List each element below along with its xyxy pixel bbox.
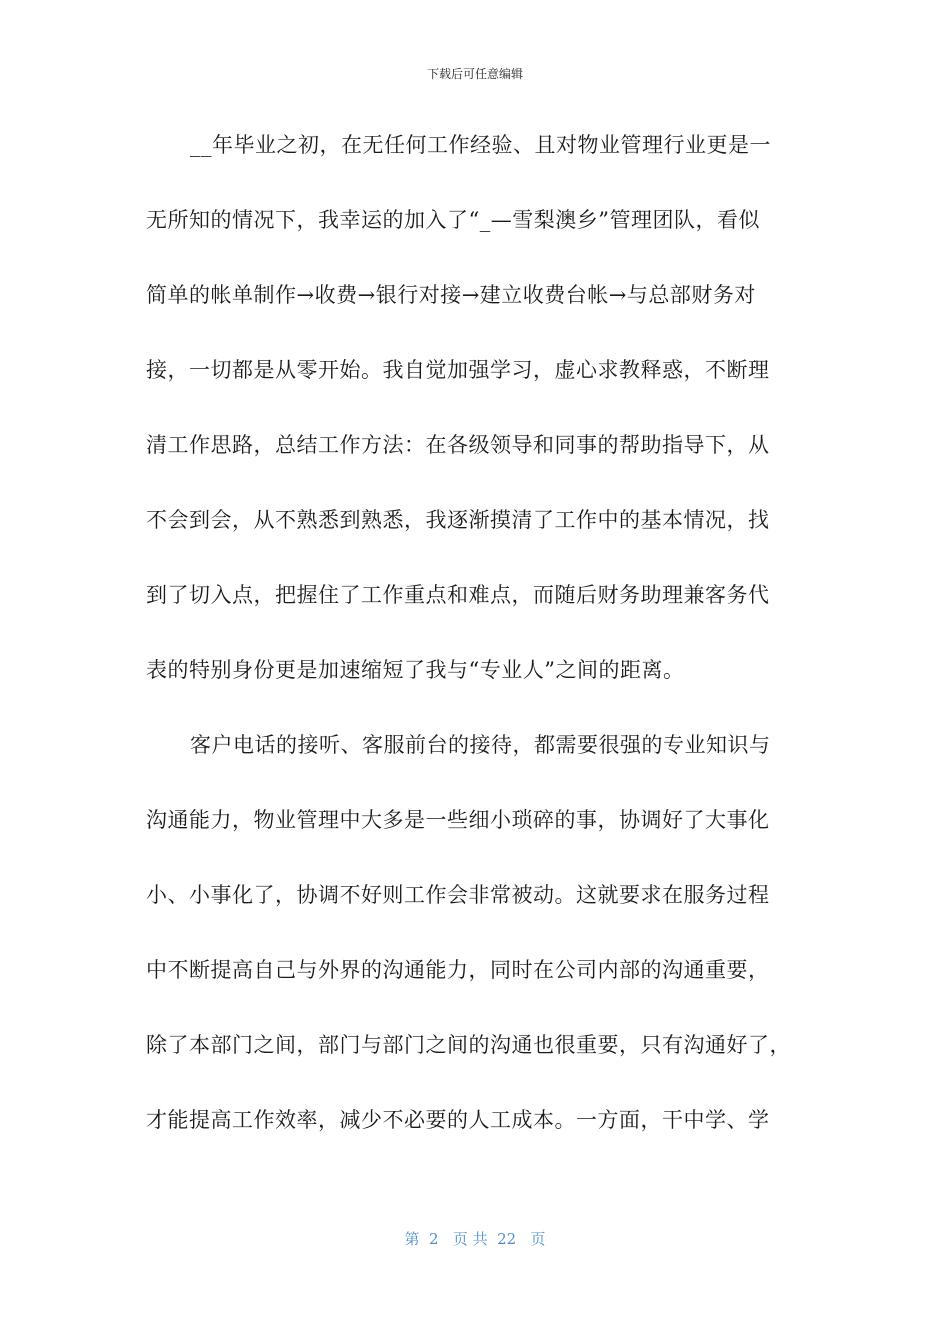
paragraph-2-line-1: 客户电话的接听、客服前台的接待，都需要很强的专业知识与 <box>190 733 771 757</box>
paragraph-1-line-4: 接，一切都是从零开始。我自觉加强学习，虚心求教释惑，不断理 <box>146 358 770 382</box>
paragraph-1-line-1: __年毕业之初，在无任何工作经验、且对物业管理行业更是一 <box>190 133 771 157</box>
document-body <box>146 117 806 1167</box>
page-number-footer: 第 2 页 共 22 页 <box>404 1230 546 1248</box>
paragraph-1-line-8: 表的特别身份更是加速缩短了我与“专业人”之间的距离。 <box>146 658 685 682</box>
paragraph-2-line-3: 小、小事化了，协调不好则工作会非常被动。这就要求在服务过程 <box>146 883 770 907</box>
paragraph-1-line-3: 简单的帐单制作→收费→银行对接→建立收费台帐→与总部财务对 <box>146 283 756 307</box>
paragraph-1-line-7: 到了切入点，把握住了工作重点和难点，而随后财务助理兼客务代 <box>146 583 770 607</box>
paragraph-1-line-5: 清工作思路，总结工作方法：在各级领导和同事的帮助指导下，从 <box>146 433 770 457</box>
paragraph-2-line-4: 中不断提高自己与外界的沟通能力，同时在公司内部的沟通重要， <box>146 958 770 982</box>
paragraph-2-line-6: 才能提高工作效率，减少不必要的人工成本。一方面，干中学、学 <box>146 1108 770 1132</box>
paragraph-2-line-5: 除了本部门之间，部门与部门之间的沟通也很重要，只有沟通好了， <box>146 1033 791 1057</box>
page-header-note: 下载后可任意编辑 <box>426 67 523 81</box>
paragraph-1-line-2: 无所知的情况下，我幸运的加入了“_—雪梨澳乡”管理团队，看似 <box>146 208 760 232</box>
paragraph-1-line-6: 不会到会，从不熟悉到熟悉，我逐渐摸清了工作中的基本情况，找 <box>146 508 770 532</box>
paragraph-2-line-2: 沟通能力，物业管理中大多是一些细小琐碎的事，协调好了大事化 <box>146 808 770 832</box>
